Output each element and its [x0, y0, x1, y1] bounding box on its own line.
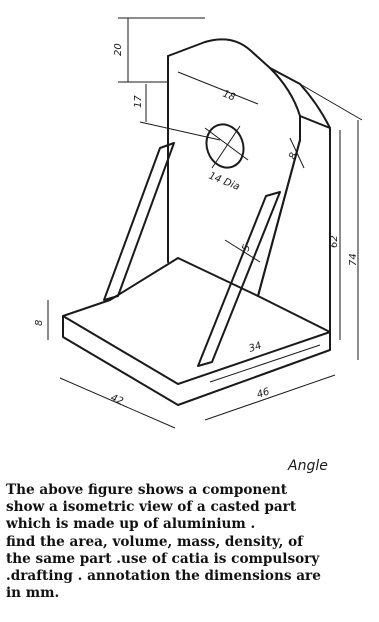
dim-line-34 — [210, 345, 320, 382]
figure-caption: Angle — [288, 458, 328, 474]
right-rib — [198, 192, 280, 366]
left-rib — [104, 143, 174, 300]
hole-centerline-a — [205, 128, 248, 160]
base-plate-top-edge — [63, 258, 330, 332]
back-plate-side — [300, 116, 330, 332]
dim-label-17: 17 — [133, 95, 144, 108]
back-plate — [168, 39, 300, 296]
dim-label-20: 20 — [113, 43, 124, 56]
dim-label-34: 34 — [247, 340, 264, 355]
ext-line-right-top — [300, 84, 362, 120]
dim-line-18 — [178, 72, 258, 104]
dim-label-hole: 14 Dia — [206, 170, 242, 193]
dim-label-18: 18 — [220, 88, 237, 104]
dim-label-5: 5 — [240, 243, 253, 254]
dim-line-46 — [205, 375, 335, 420]
hole-centerline-b — [212, 126, 240, 168]
base-plate — [63, 316, 330, 405]
hole — [201, 119, 250, 173]
dim-label-74: 74 — [348, 253, 359, 266]
dim-label-46: 46 — [255, 386, 272, 401]
dim-label-8-top: 8 — [287, 151, 300, 162]
dim-label-8-left: 8 — [34, 319, 45, 326]
problem-description: The above figure shows a component show a isometric view of a casted part which is made up of aluminium . find the area, volume, mass, density, of the same part .use of catia is compulsory .drafting . annotation the dimensions are in mm. — [6, 482, 321, 602]
ext-line-center — [140, 122, 220, 140]
dim-label-62: 62 — [329, 235, 340, 248]
dim-label-42: 42 — [108, 392, 125, 408]
